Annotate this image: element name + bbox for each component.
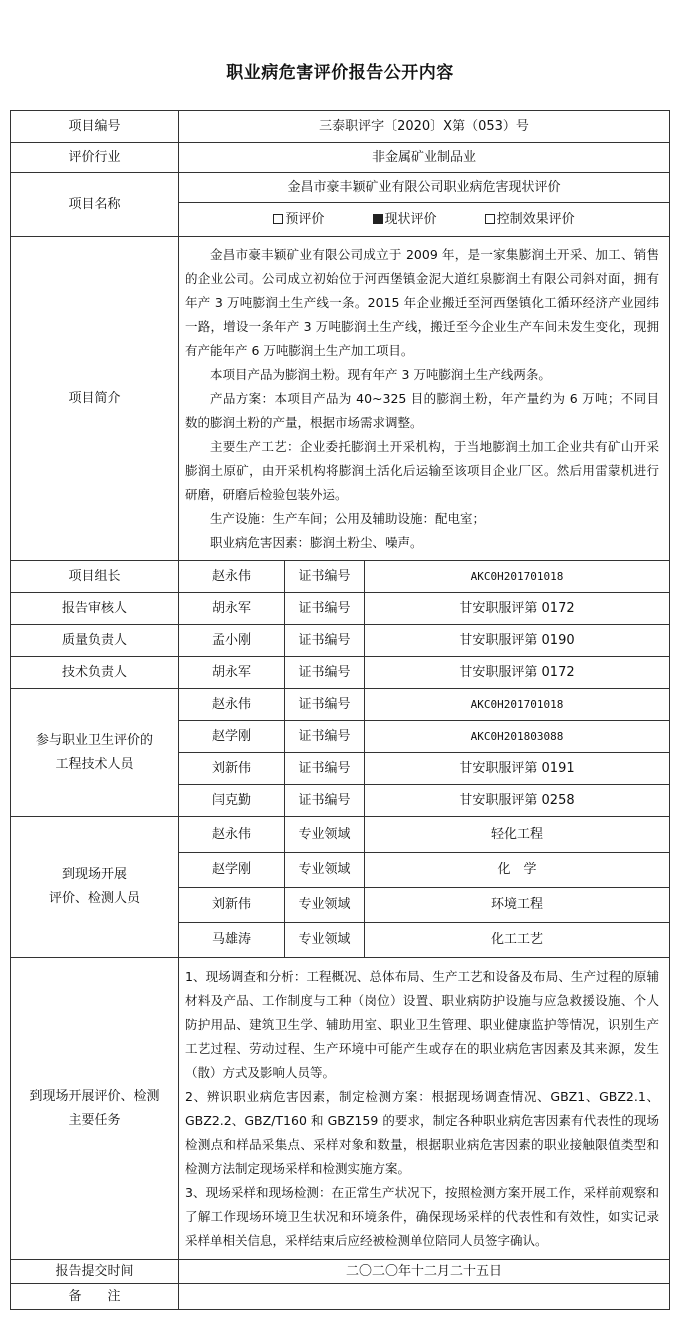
engineer-name: 闫克勤 <box>179 785 285 817</box>
tasks-label-line: 主要任务 <box>68 1112 121 1128</box>
row-team-leader <box>11 561 670 593</box>
row-quality <box>11 625 670 657</box>
option-pre-evaluation <box>273 212 324 228</box>
intro-paragraph: 产品方案：本项目产品为 40~325 目的膨润土粉，年产量约为 6 万吨；不同目数的膨润土粉的产量，根据市场需求调整。 <box>185 390 660 430</box>
cert-label: 证书编号 <box>285 753 365 785</box>
industry-value: 非金属矿业制品业 <box>179 143 670 173</box>
reviewer-label: 报告审核人 <box>11 593 179 625</box>
team-leader-cert: AKC0H201701018 <box>365 561 670 593</box>
submit-value: 二〇二〇年十二月二十五日 <box>179 1260 670 1284</box>
option-label: 现状评价 <box>384 211 437 227</box>
engineer-cert: AKC0H201803088 <box>365 721 670 753</box>
engineer-cert: 甘安职服评第 0258 <box>365 785 670 817</box>
row-remarks <box>11 1284 670 1310</box>
field-staff-field: 环境工程 <box>365 888 670 923</box>
checkbox-icon <box>273 214 283 224</box>
field-staff-label <box>11 817 179 958</box>
cert-label: 证书编号 <box>285 561 365 593</box>
disclosure-table <box>10 110 670 1310</box>
checkbox-icon <box>485 214 495 224</box>
intro-paragraph: 金昌市豪丰颖矿业有限公司成立于 2009 年，是一家集膨润土开采、加工、销售的企业公司。公司成立初始位于河西堡镇金泥大道红泉膨润土有限公司斜对面，拥有年产 3 万吨膨润土生产线一条。2015 年企业搬迁至河西堡镇化工循环经济产业园纬一路，增设一条年产 3 万吨膨润土生产线，搬迁至今企业生产车间未发生变化，现拥有产能年产 6 万吨膨润土生产加工项目。 <box>185 246 660 358</box>
field-staff-label-line: 评价、检测人员 <box>48 891 140 906</box>
field-label: 专业领域 <box>285 923 365 958</box>
checkbox-checked-icon <box>373 214 383 224</box>
engineers-label-line: 工程技术人员 <box>55 756 134 772</box>
field-staff-label-line: 到现场开展 <box>61 867 127 883</box>
engineers-label-line: 参与职业卫生评价的 <box>35 732 153 748</box>
quality-label: 质量负责人 <box>11 625 179 657</box>
quality-name: 孟小刚 <box>179 625 285 657</box>
cert-label: 证书编号 <box>285 593 365 625</box>
cert-label: 证书编号 <box>285 721 365 753</box>
option-status-evaluation <box>373 212 437 228</box>
cert-label: 证书编号 <box>285 657 365 689</box>
engineer-name: 赵永伟 <box>179 689 285 721</box>
engineer-name: 刘新伟 <box>179 753 285 785</box>
task-item: 1、现场调查和分析：工程概况、总体布局、生产工艺和设备及布局、生产过程的原辅材料及产品、工作制度与工种（岗位）设置、职业病防护设施与应急救援设施、个人防护用品、建筑卫生学、辅助用室、职业卫生管理、职业健康监护等情况，识别生产工艺过程、劳动过程、生产环境中可能产生或存在的职业病危害因素及其来源，发生（散）方式及影响人员等。 <box>185 968 660 1080</box>
cert-label: 证书编号 <box>285 689 365 721</box>
field-staff-name: 赵永伟 <box>179 817 285 853</box>
cert-label: 证书编号 <box>285 785 365 817</box>
remarks-value <box>179 1284 670 1310</box>
row-field-staff <box>11 817 670 853</box>
field-label: 专业领域 <box>285 817 365 853</box>
team-leader-name: 赵永伟 <box>179 561 285 593</box>
field-staff-field: 化工工艺 <box>365 923 670 958</box>
document-title: 职业病危害评价报告公开内容 <box>226 63 454 83</box>
row-reviewer <box>11 593 670 625</box>
tech-name: 胡永军 <box>179 657 285 689</box>
engineer-name: 赵学刚 <box>179 721 285 753</box>
field-staff-name: 马雄涛 <box>179 923 285 958</box>
project-no-label: 项目编号 <box>11 111 179 143</box>
option-label: 控制效果评价 <box>496 211 575 227</box>
intro-content <box>179 237 670 561</box>
field-staff-field: 化 学 <box>365 853 670 888</box>
task-item: 3、现场采样和现场检测：在正常生产状况下，按照检测方案开展工作，采样前观察和了解工作现场环境卫生状况和环境条件，确保现场采样的代表性和有效性，如实记录采样单相关信息，采样结束后应经被检测单位陪同人员签字确认。 <box>185 1184 660 1248</box>
option-label: 预评价 <box>285 211 325 227</box>
tasks-content <box>179 958 670 1260</box>
reviewer-name: 胡永军 <box>179 593 285 625</box>
evaluation-type-options <box>179 203 670 237</box>
intro-paragraph: 本项目产品为膨润土粉。现有年产 3 万吨膨润土生产线两条。 <box>210 366 551 382</box>
cert-label: 证书编号 <box>285 625 365 657</box>
field-staff-name: 刘新伟 <box>179 888 285 923</box>
intro-paragraph: 职业病危害因素：膨润土粉尘、噪声。 <box>210 534 423 550</box>
row-project-no <box>11 111 670 143</box>
task-item: 2、辨识职业病危害因素，制定检测方案：根据现场调查情况、GBZ1、GBZ2.1、GBZ2.2、GBZ/T160 和 GBZ159 的要求，制定各种职业病危害因素有代表性的现场检测点和样品采集点、采样对象和数量，根据职业病危害因素的职业接触限值类型和检测方法制定现场采样和检测实施方案。 <box>185 1088 660 1176</box>
tasks-label-line: 到现场开展评价、检测 <box>29 1088 160 1104</box>
row-submit-date <box>11 1260 670 1284</box>
tasks-label <box>11 958 179 1260</box>
project-name-label: 项目名称 <box>11 173 179 237</box>
field-label: 专业领域 <box>285 853 365 888</box>
field-staff-field: 轻化工程 <box>365 817 670 853</box>
reviewer-cert: 甘安职服评第 0172 <box>365 593 670 625</box>
intro-label: 项目简介 <box>11 237 179 561</box>
field-staff-name: 赵学刚 <box>179 853 285 888</box>
engineers-label <box>11 689 179 817</box>
engineer-cert: AKC0H201701018 <box>365 689 670 721</box>
team-leader-label: 项目组长 <box>11 561 179 593</box>
row-intro <box>11 237 670 561</box>
quality-cert: 甘安职服评第 0190 <box>365 625 670 657</box>
project-name-value: 金昌市豪丰颖矿业有限公司职业病危害现状评价 <box>179 173 670 203</box>
industry-label: 评价行业 <box>11 143 179 173</box>
row-project-name <box>11 173 670 203</box>
intro-paragraph: 生产设施：生产车间；公用及辅助设施：配电室； <box>210 510 486 526</box>
row-industry <box>11 143 670 173</box>
submit-label: 报告提交时间 <box>11 1260 179 1284</box>
tech-label: 技术负责人 <box>11 657 179 689</box>
intro-paragraph: 主要生产工艺：企业委托膨润土开采机构，于当地膨润土加工企业共有矿山开采膨润土原矿，由开采机构将膨润土活化后运输至该项目企业厂区。然后用雷蒙机进行研磨，研磨后检验包装外运。 <box>185 438 660 502</box>
field-label: 专业领域 <box>285 888 365 923</box>
engineer-cert: 甘安职服评第 0191 <box>365 753 670 785</box>
remarks-label: 备 注 <box>11 1284 179 1310</box>
row-tech <box>11 657 670 689</box>
project-no-value: 三泰职评字〔2020〕X第（053）号 <box>179 111 670 143</box>
option-control-evaluation <box>485 212 575 228</box>
tech-cert: 甘安职服评第 0172 <box>365 657 670 689</box>
row-engineer <box>11 689 670 721</box>
row-tasks <box>11 958 670 1260</box>
